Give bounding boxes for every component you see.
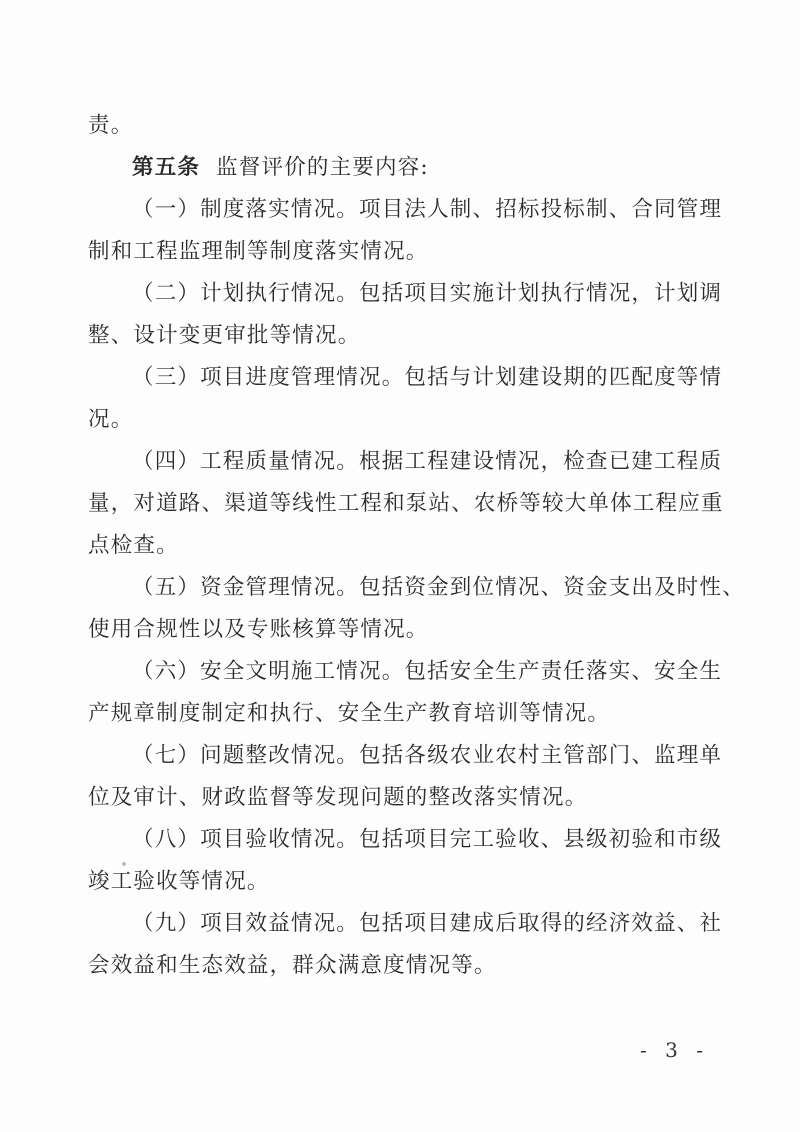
text-line: 使用合规性以及专账核算等情况。: [88, 617, 429, 642]
text-line: 竣工验收等情况。: [88, 869, 270, 894]
text-line: （三）项目进度管理情况。包括与计划建设期的匹配度等情: [132, 365, 723, 390]
article-heading-line: [88, 147, 714, 189]
text-line: （四）工程质量情况。根据工程建设情况，检查已建工程质: [132, 449, 723, 474]
text-line: （八）项目验收情况。包括项目完工验收、县级初验和市级: [132, 827, 723, 852]
text-line: 况。: [88, 407, 134, 432]
text-line: （五）资金管理情况。包括资金到位情况、资金支出及时性、: [132, 575, 745, 600]
text-line: 制和工程监理制等制度落实情况。: [88, 239, 429, 264]
text-line: （七）问题整改情况。包括各级农业农村主管部门、监理单: [132, 743, 723, 768]
article-heading-text: 监督评价的主要内容:: [216, 155, 429, 180]
body-text: [88, 105, 745, 987]
text-line: （二）计划执行情况。包括项目实施计划执行情况，计划调: [132, 281, 723, 306]
text-line: 产规章制度制定和执行、安全生产教育培训等情况。: [88, 701, 611, 726]
text-line: （一）制度落实情况。项目法人制、招标投标制、合同管理: [132, 197, 723, 222]
text-line: （六）安全文明施工情况。包括安全生产责任落实、安全生: [132, 659, 723, 684]
article-label: 第五条: [132, 155, 201, 180]
text-line: 量，对道路、渠道等线性工程和泵站、农桥等较大单体工程应重: [88, 491, 724, 516]
text-line: 整、设计变更审批等情况。: [88, 323, 361, 348]
text-line: 位及审计、财政监督等发现问题的整改落实情况。: [88, 785, 588, 810]
text-line: 会效益和生态效益，群众满意度情况等。: [88, 953, 497, 978]
text-line: （九）项目效益情况。包括项目建成后取得的经济效益、社: [132, 911, 723, 936]
text-line: 点检查。: [88, 533, 179, 558]
page-number: - 3 -: [640, 1038, 709, 1062]
text-line: 责。: [88, 113, 134, 138]
